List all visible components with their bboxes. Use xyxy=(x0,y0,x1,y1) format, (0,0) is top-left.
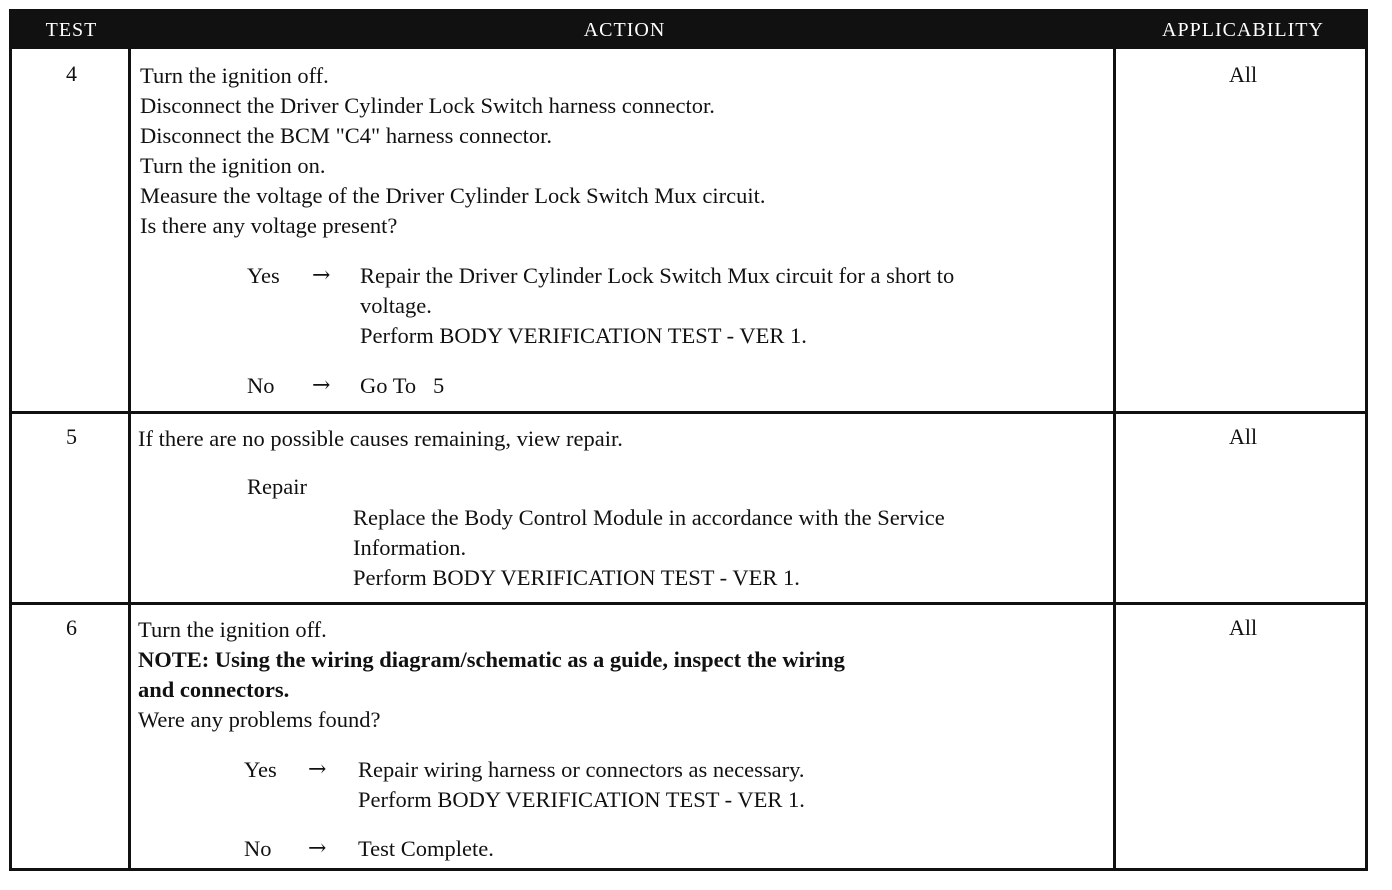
arrow-right-icon: → xyxy=(308,757,327,782)
action-step: Disconnect the BCM "C4" harness connector. xyxy=(140,123,553,148)
table-row-test-5 xyxy=(12,414,1365,602)
yes-action-link[interactable]: Perform BODY VERIFICATION TEST - VER 1. xyxy=(360,323,807,348)
applicability-value: All xyxy=(1228,424,1258,449)
action-step: Turn the ignition on. xyxy=(140,153,326,178)
no-label: No xyxy=(244,836,272,861)
test-number: 4 xyxy=(66,61,77,86)
test-number: 6 xyxy=(66,615,77,640)
action-step: Disconnect the Driver Cylinder Lock Switch harness connector. xyxy=(140,93,715,118)
action-step: If there are no possible causes remaining, view repair. xyxy=(138,426,623,451)
no-action: Test Complete. xyxy=(358,836,494,861)
header-test: TEST xyxy=(45,19,98,41)
repair-action-link[interactable]: Perform BODY VERIFICATION TEST - VER 1. xyxy=(353,565,800,590)
applicability-value: All xyxy=(1228,62,1258,87)
goto-test-link[interactable]: Go To 5 xyxy=(360,373,445,398)
action-question: Were any problems found? xyxy=(138,707,381,732)
diagnostic-test-table xyxy=(9,9,1368,871)
note-text: NOTE: Using the wiring diagram/schematic as a guide, inspect the wiring xyxy=(138,647,845,672)
yes-label: Yes xyxy=(244,757,277,782)
header-applicability: APPLICABILITY xyxy=(1162,19,1324,41)
action-question: Is there any voltage present? xyxy=(140,213,398,238)
arrow-right-icon: → xyxy=(312,373,331,398)
test-number: 5 xyxy=(66,424,77,449)
yes-action: Repair the Driver Cylinder Lock Switch Mux circuit for a short to xyxy=(360,263,955,288)
arrow-right-icon: → xyxy=(312,263,331,288)
action-step: Turn the ignition off. xyxy=(140,63,329,88)
arrow-right-icon: → xyxy=(308,836,327,861)
yes-action: Repair wiring harness or connectors as necessary. xyxy=(358,757,805,782)
table-header xyxy=(12,12,1365,49)
yes-action-link[interactable]: Perform BODY VERIFICATION TEST - VER 1. xyxy=(358,787,805,812)
table-row-test-4 xyxy=(12,49,1365,411)
yes-action: voltage. xyxy=(360,293,432,318)
applicability-value: All xyxy=(1228,615,1258,640)
repair-action: Replace the Body Control Module in accordance with the Service xyxy=(353,505,945,530)
repair-action: Information. xyxy=(353,535,467,560)
note-text: and connectors. xyxy=(138,677,290,702)
header-action: ACTION xyxy=(583,19,666,41)
repair-label: Repair xyxy=(247,474,307,499)
yes-label: Yes xyxy=(247,263,280,288)
action-step: Measure the voltage of the Driver Cylinder Lock Switch Mux circuit. xyxy=(140,183,766,208)
no-label: No xyxy=(247,373,275,398)
table-row-test-6 xyxy=(12,605,1365,871)
action-step: Turn the ignition off. xyxy=(138,617,327,642)
